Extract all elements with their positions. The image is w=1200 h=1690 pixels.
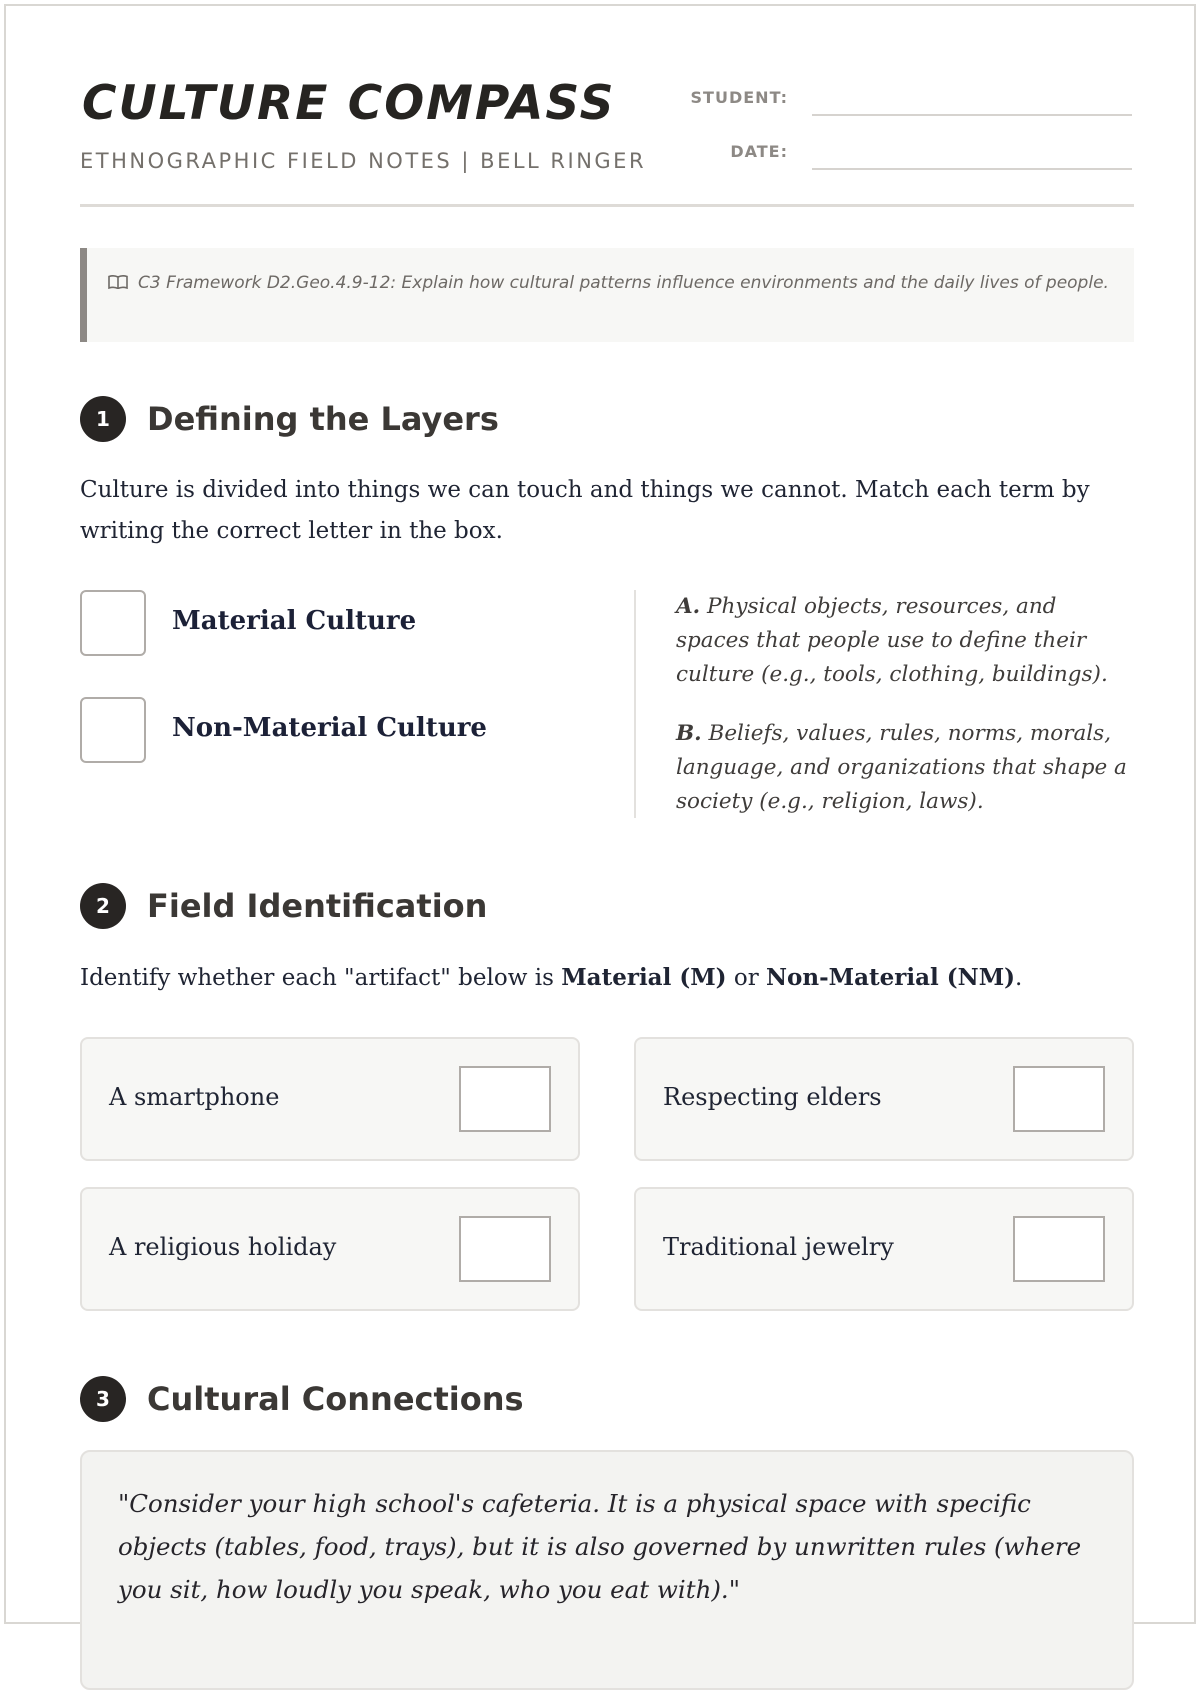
artifact-card <box>634 1187 1134 1311</box>
standard-text: C3 Framework D2.Geo.4.9-12: Explain how cultural patterns influence environments and the daily lives of people. <box>138 273 1109 293</box>
cafeteria-quote: "Consider your high school's cafeteria. It is a physical space with specific objects (tables, food, trays), but it is also governed by unwritten rules (where you sit, how loudly you speak, who you eat with)." <box>118 1489 1082 1604</box>
artifact-label: A smartphone <box>109 1083 280 1111</box>
book-icon <box>108 275 128 289</box>
instructions-or: or <box>726 965 767 991</box>
artifact-card <box>634 1037 1134 1161</box>
section-2-title: Field Identification <box>147 887 488 925</box>
artifact-answer-box[interactable] <box>1013 1066 1105 1132</box>
worksheet-page <box>4 4 1196 1624</box>
artifact-answer-box[interactable] <box>1013 1216 1105 1282</box>
section-1-title: Defining the Layers <box>147 400 499 438</box>
date-field[interactable] <box>812 168 1132 170</box>
artifact-answer-box[interactable] <box>459 1216 551 1282</box>
non-material-culture-term: Non-Material Culture <box>172 713 487 743</box>
section-1-header <box>80 396 499 442</box>
section-3-title: Cultural Connections <box>147 1380 524 1418</box>
section-2-instructions <box>80 957 1134 999</box>
section-2-header <box>80 883 487 929</box>
definition-a-letter: A. <box>676 594 701 619</box>
material-label: Material (M) <box>561 964 727 991</box>
cafeteria-quote-box <box>80 1450 1134 1690</box>
student-name-field[interactable] <box>812 114 1132 116</box>
header-divider <box>80 204 1134 207</box>
artifact-label: Traditional jewelry <box>663 1233 894 1261</box>
worksheet-subtitle: ETHNOGRAPHIC FIELD NOTES | BELL RINGER <box>80 149 647 173</box>
section-1-number: 1 <box>80 396 126 442</box>
non-material-culture-answer-box[interactable] <box>80 697 146 763</box>
date-label: DATE: <box>730 142 788 161</box>
instructions-text: Identify whether each "artifact" below is <box>80 965 562 991</box>
non-material-label: Non-Material (NM) <box>766 964 1016 991</box>
student-label: STUDENT: <box>690 88 788 107</box>
artifact-label: Respecting elders <box>663 1083 882 1111</box>
artifact-answer-box[interactable] <box>459 1066 551 1132</box>
artifact-label: A religious holiday <box>109 1233 337 1261</box>
definition-b <box>676 717 1132 819</box>
standard-callout <box>80 248 1134 342</box>
definition-a-text: Physical objects, resources, and spaces that people use to define their culture (e.g., tools, clothing, buildings). <box>676 594 1108 687</box>
material-culture-term: Material Culture <box>172 606 417 636</box>
worksheet-title: CULTURE COMPASS <box>82 76 616 131</box>
instructions-end: . <box>1015 965 1023 991</box>
definition-a <box>676 590 1132 692</box>
section-2-number: 2 <box>80 883 126 929</box>
definition-b-letter: B. <box>676 721 702 746</box>
material-culture-answer-box[interactable] <box>80 590 146 656</box>
section-1-instructions: Culture is divided into things we can touch and things we cannot. Match each term by writing the correct letter in the box. <box>80 477 1090 544</box>
definition-b-text: Beliefs, values, rules, norms, morals, language, and organizations that shape a society (e.g., religion, laws). <box>676 721 1127 814</box>
artifact-card <box>80 1187 580 1311</box>
artifact-card <box>80 1037 580 1161</box>
section-3-number: 3 <box>80 1376 126 1422</box>
section-3-header <box>80 1376 524 1422</box>
matching-divider <box>634 590 636 818</box>
